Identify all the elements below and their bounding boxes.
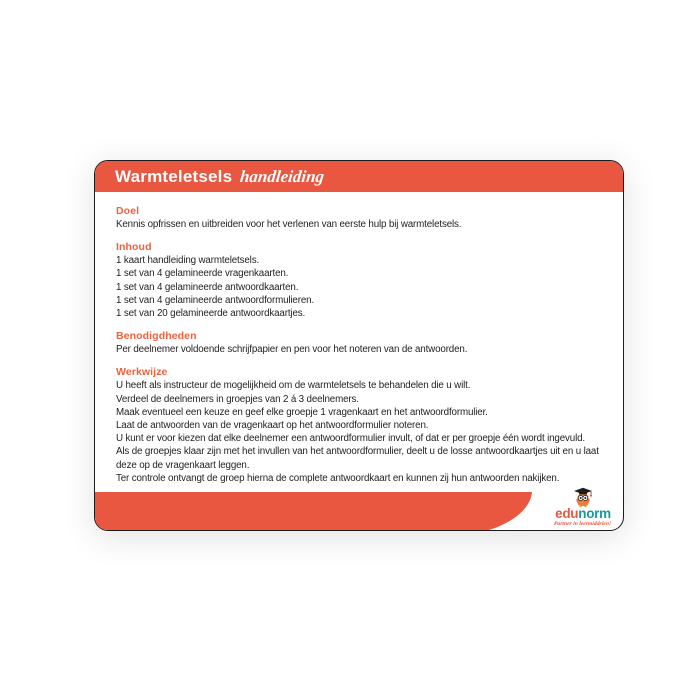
- body-line: Ter controle ontvangt de groep hierna de complete antwoordkaart en kunnen zij hun antwoorden nakijken.: [116, 472, 560, 484]
- section-benodigdheden: [116, 330, 609, 356]
- body-line: Verdeel de deelnemers in groepjes van 2 á 3 deelnemers.: [116, 393, 359, 405]
- section-inhoud: [116, 241, 609, 320]
- body-line: Als de groepjes klaar zijn met het invullen van het antwoordformulier, deelt u de losse antwoordkaartjes uit en u laat deze op de vragenkaart leggen.: [116, 446, 599, 471]
- section-doel: [116, 205, 609, 231]
- edunorm-logo: [550, 487, 616, 527]
- section-heading: Doel: [116, 205, 140, 217]
- body-line: Kennis opfrissen en uitbreiden voor het verlenen van eerste hulp bij warmteletsels.: [116, 219, 462, 230]
- section-heading: Benodigdheden: [116, 330, 197, 343]
- body-line: U heeft als instructeur de mogelijkheid om de warmteletsels te behandelen die u wilt.: [116, 380, 471, 392]
- body-line: Laat de antwoorden van de vragenkaart op het antwoordformulier noteren.: [116, 420, 429, 432]
- card-title-script: handleiding: [239, 166, 326, 186]
- edunorm-tagline: Partner in leermiddelen!: [554, 521, 612, 527]
- body-line: Maak eventueel een keuze en geef elke groepje 1 vragenkaart en het antwoordformulier.: [116, 406, 488, 418]
- card-title: Warmteletsels: [115, 166, 233, 186]
- body-line: U kunt er voor kiezen dat elke deelnemer een antwoordformulier invult, of dat er per groepje één wordt ingevuld.: [116, 433, 585, 445]
- body-line: Per deelnemer voldoende schrijfpapier en pen voor het noteren van de antwoorden.: [116, 344, 468, 356]
- body-line: 1 set van 20 gelamineerde antwoordkaartjes.: [116, 308, 306, 320]
- body-line: 1 kaart handleiding warmteletsels.: [116, 255, 260, 267]
- card-body: [95, 192, 623, 492]
- instruction-card: [94, 160, 624, 531]
- card-footer: [95, 492, 623, 530]
- section-heading: Inhoud: [116, 241, 152, 254]
- edunorm-wordmark: [555, 507, 611, 520]
- card-header: [95, 161, 623, 192]
- footer-swoosh: [95, 492, 532, 530]
- edunorm-owl-icon: [571, 487, 595, 508]
- section-werkwijze: [116, 366, 609, 485]
- edunorm-wordmark-norm: norm: [578, 506, 611, 521]
- section-heading: Werkwijze: [116, 366, 168, 379]
- body-line: 1 set van 4 gelamineerde antwoordkaarten.: [116, 281, 299, 293]
- edunorm-wordmark-edu: edu: [555, 506, 579, 521]
- body-line: 1 set van 4 gelamineerde vragenkaarten.: [116, 268, 289, 280]
- body-line: 1 set van 4 gelamineerde antwoordformulieren.: [116, 294, 315, 306]
